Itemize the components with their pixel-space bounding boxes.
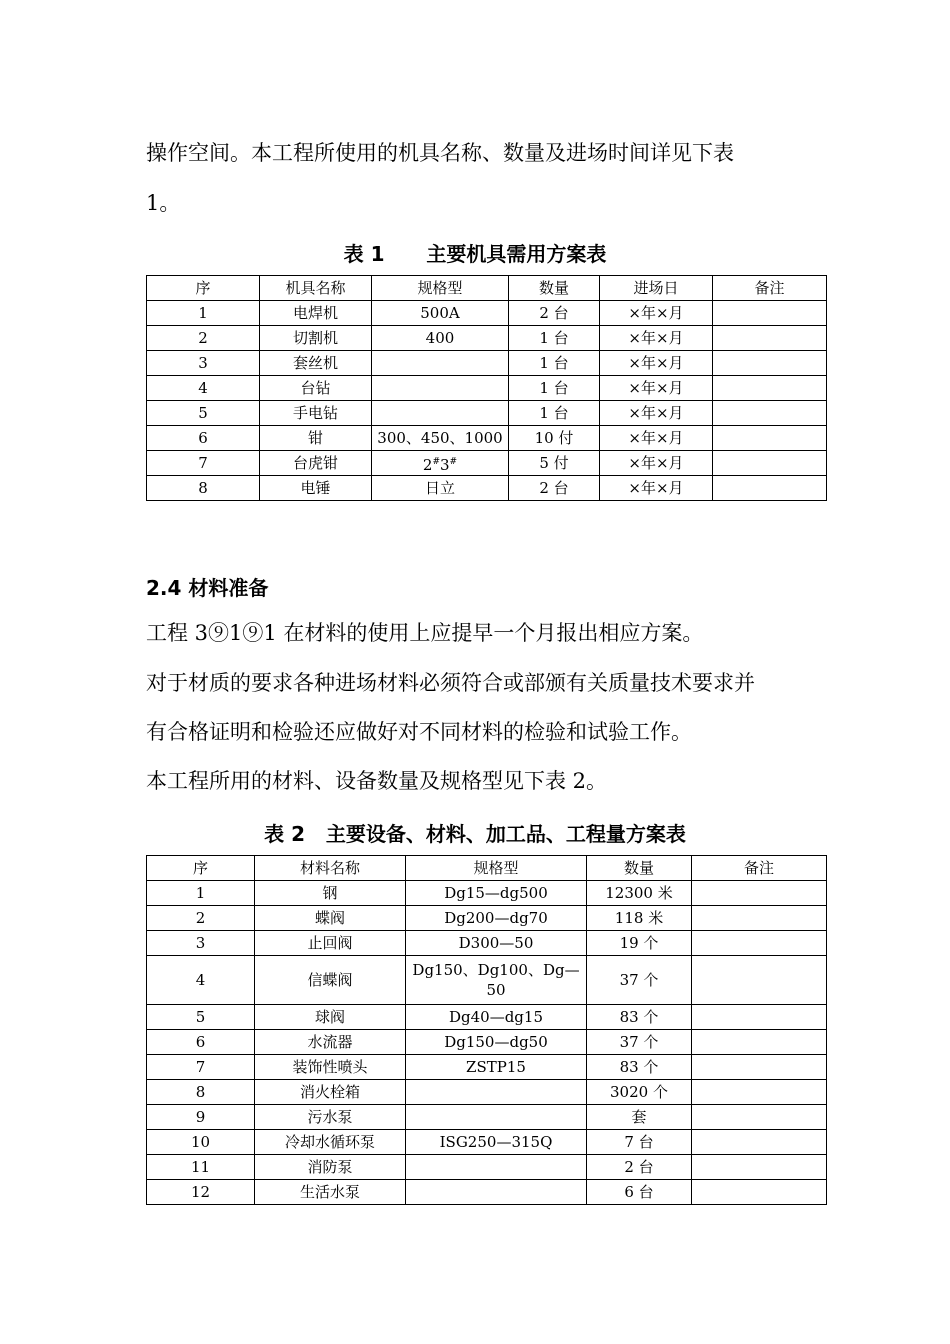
table1-cell: ×年×月 [600, 476, 713, 501]
table2-cell [692, 1080, 827, 1105]
table2-cell: 4 [147, 956, 255, 1005]
table1-cell [713, 351, 827, 376]
table1-row [147, 326, 827, 351]
table1-header-cell: 规格型 [372, 276, 509, 301]
table2-cell [406, 1105, 587, 1130]
table1-cell: 1 [147, 301, 260, 326]
table2-cell: 83 个 [587, 1005, 692, 1030]
section-paragraph-2a: 对于材质的要求各种进场材料必须符合或部颁有关质量技术要求并 [146, 671, 755, 695]
table1-cell: 1 台 [509, 376, 600, 401]
table2-cell: 信蝶阀 [255, 956, 406, 1005]
table2-row [147, 1180, 827, 1205]
table2-caption: 表 2 主要设备、材料、加工品、工程量方案表 [264, 822, 686, 846]
table2-cell: 3 [147, 931, 255, 956]
table2-header-cell: 数量 [587, 856, 692, 881]
table1-header-cell: 备注 [713, 276, 827, 301]
table1-cell: 2 台 [509, 301, 600, 326]
materials-table [146, 855, 827, 1205]
table2-cell: 3020 个 [587, 1080, 692, 1105]
table2-cell: Dg150—dg50 [406, 1030, 587, 1055]
table2-cell [692, 1055, 827, 1080]
table2-cell: 2 台 [587, 1155, 692, 1180]
table1-cell: 切割机 [260, 326, 372, 351]
table1-header-cell: 序 [147, 276, 260, 301]
table1-cell: 台钻 [260, 376, 372, 401]
table2-cell: 污水泵 [255, 1105, 406, 1130]
table2-cell: 消防泵 [255, 1155, 406, 1180]
table1-cell: 1 台 [509, 401, 600, 426]
table2-cell [692, 931, 827, 956]
table2-cell [692, 1005, 827, 1030]
table2-row [147, 1105, 827, 1130]
table1-cell: 手电钻 [260, 401, 372, 426]
table1-cell [713, 426, 827, 451]
table2-row [147, 1080, 827, 1105]
table2-cell: 套 [587, 1105, 692, 1130]
table1-header-cell: 机具名称 [260, 276, 372, 301]
table2-cell: 7 [147, 1055, 255, 1080]
table1-cell [372, 401, 509, 426]
table2-cell: 冷却水循环泵 [255, 1130, 406, 1155]
table2-cell: 6 [147, 1030, 255, 1055]
table2-header-row [147, 856, 827, 881]
table1-row [147, 476, 827, 501]
table2-row [147, 931, 827, 956]
table2-cell: D300—50 [406, 931, 587, 956]
table1-cell: ×年×月 [600, 326, 713, 351]
table2-row [147, 956, 827, 1005]
section-paragraph-2b: 有合格证明和检验还应做好对不同材料的检验和试验工作。 [146, 720, 692, 744]
table1-cell: 2 台 [509, 476, 600, 501]
table1-cell: 1 台 [509, 326, 600, 351]
table2-header-cell: 备注 [692, 856, 827, 881]
table1-cell [713, 326, 827, 351]
table2-cell: 11 [147, 1155, 255, 1180]
table2-cell: 2 [147, 906, 255, 931]
table1-header-cell: 数量 [509, 276, 600, 301]
section-heading: 2.4 材料准备 [146, 576, 269, 600]
table2-row [147, 1005, 827, 1030]
table2-cell: 12300 米 [587, 881, 692, 906]
table1-row [147, 301, 827, 326]
table2-cell: 37 个 [587, 1030, 692, 1055]
table2-cell: 消火栓箱 [255, 1080, 406, 1105]
table1-header-cell: 进场日 [600, 276, 713, 301]
table1-cell: ×年×月 [600, 451, 713, 476]
table2-cell: Dg200—dg70 [406, 906, 587, 931]
table2-cell: 蝶阀 [255, 906, 406, 931]
table2-cell: ISG250—315Q [406, 1130, 587, 1155]
table1-cell [713, 376, 827, 401]
table1-cell: ×年×月 [600, 376, 713, 401]
table2-header-cell: 规格型 [406, 856, 587, 881]
table1-cell: 电焊机 [260, 301, 372, 326]
table1-cell: 500A [372, 301, 509, 326]
table1-caption: 表 1 主要机具需用方案表 [343, 242, 607, 266]
table2-cell: 37 个 [587, 956, 692, 1005]
table1-cell: 10 付 [509, 426, 600, 451]
table1-row [147, 351, 827, 376]
intro-line-1: 操作空间。本工程所使用的机具名称、数量及进场时间详见下表 [146, 141, 734, 165]
table1-cell: 3 [147, 351, 260, 376]
table1-cell [713, 476, 827, 501]
table2-header-cell: 材料名称 [255, 856, 406, 881]
table2-cell: 装饰性喷头 [255, 1055, 406, 1080]
table2-cell [406, 1155, 587, 1180]
table2-cell: Dg15—dg500 [406, 881, 587, 906]
table2-header-cell: 序 [147, 856, 255, 881]
table2-cell: 1 [147, 881, 255, 906]
table1-cell: 2#3# [372, 451, 509, 476]
table2-cell [692, 881, 827, 906]
table1-row [147, 376, 827, 401]
table2-row [147, 906, 827, 931]
table2-cell: Dg150、Dg100、Dg—50 [406, 956, 587, 1005]
table2-cell [406, 1180, 587, 1205]
table2-cell [692, 906, 827, 931]
table2-cell: 球阀 [255, 1005, 406, 1030]
table1-row [147, 451, 827, 476]
table1-cell [372, 376, 509, 401]
table2-cell [406, 1080, 587, 1105]
table1-cell: 日立 [372, 476, 509, 501]
table1-header-row [147, 276, 827, 301]
table2-cell [692, 1155, 827, 1180]
table2-cell [692, 956, 827, 1005]
table1-cell [713, 451, 827, 476]
table1-cell: ×年×月 [600, 401, 713, 426]
table2-cell: 止回阀 [255, 931, 406, 956]
table1-cell: 台虎钳 [260, 451, 372, 476]
table2-cell: 8 [147, 1080, 255, 1105]
equipment-table [146, 275, 827, 501]
table1-cell: 5 [147, 401, 260, 426]
table1-cell [713, 301, 827, 326]
table2-cell: 生活水泵 [255, 1180, 406, 1205]
section-paragraph-3: 本工程所用的材料、设备数量及规格型见下表 2。 [146, 769, 608, 793]
table2-cell [692, 1105, 827, 1130]
table2-cell: 7 台 [587, 1130, 692, 1155]
table1-cell: 300、450、1000 [372, 426, 509, 451]
table2-row [147, 1155, 827, 1180]
table2-cell: 83 个 [587, 1055, 692, 1080]
table2-cell: 6 台 [587, 1180, 692, 1205]
table2-cell: 12 [147, 1180, 255, 1205]
table2-cell [692, 1180, 827, 1205]
table2-row [147, 1130, 827, 1155]
table1-cell: 2 [147, 326, 260, 351]
table1-cell: 套丝机 [260, 351, 372, 376]
table2-cell: 9 [147, 1105, 255, 1130]
table2-cell: ZSTP15 [406, 1055, 587, 1080]
table2-cell: 19 个 [587, 931, 692, 956]
section-paragraph-1: 工程 3⑨1⑨1 在材料的使用上应提早一个月报出相应方案。 [146, 621, 704, 645]
table2-cell [692, 1030, 827, 1055]
table1-cell: 8 [147, 476, 260, 501]
table1-cell: 6 [147, 426, 260, 451]
table1-cell [713, 401, 827, 426]
table1-cell: ×年×月 [600, 426, 713, 451]
table2-cell: Dg40—dg15 [406, 1005, 587, 1030]
table2-cell [692, 1130, 827, 1155]
table1-row [147, 401, 827, 426]
table1-cell: 电锤 [260, 476, 372, 501]
intro-line-2: 1。 [146, 191, 181, 215]
table2-row [147, 1030, 827, 1055]
table2-cell: 钢 [255, 881, 406, 906]
table2-row [147, 1055, 827, 1080]
table2-cell: 水流器 [255, 1030, 406, 1055]
table1-cell [372, 351, 509, 376]
table1-cell: 400 [372, 326, 509, 351]
table2-cell: 118 米 [587, 906, 692, 931]
table2-cell: 5 [147, 1005, 255, 1030]
table2-cell: 10 [147, 1130, 255, 1155]
table1-cell: 钳 [260, 426, 372, 451]
table1-cell: 1 台 [509, 351, 600, 376]
table1-cell: 4 [147, 376, 260, 401]
table1-row [147, 426, 827, 451]
table2-row [147, 881, 827, 906]
table1-cell: ×年×月 [600, 351, 713, 376]
table1-cell: 5 付 [509, 451, 600, 476]
table1-cell: 7 [147, 451, 260, 476]
table1-cell: ×年×月 [600, 301, 713, 326]
